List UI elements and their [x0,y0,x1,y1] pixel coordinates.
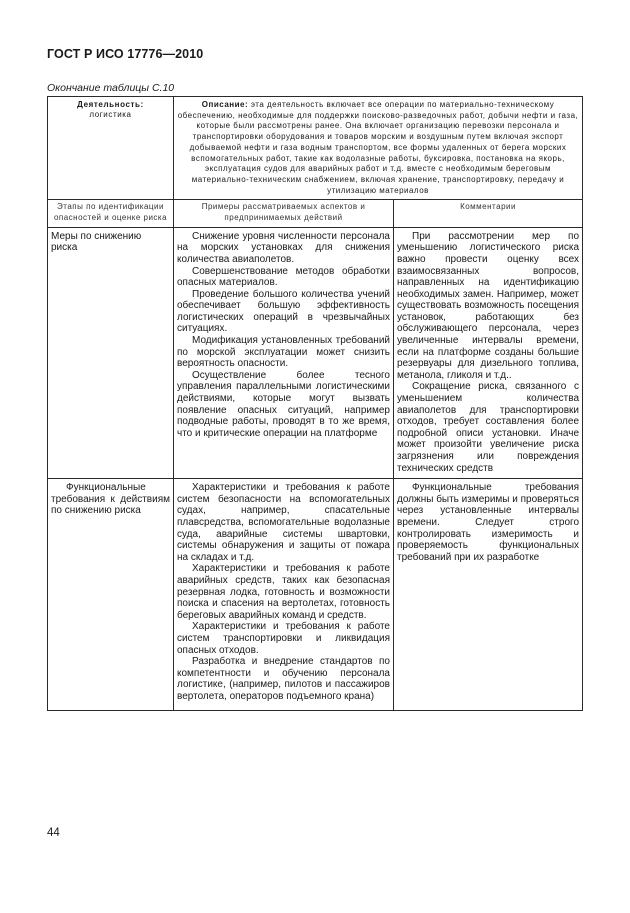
paragraph: Разработка и внедрение стандартов по компетентности и обучению персонала логистике, (например, пилотов и пассажиров вертолета, операторов подъемного крана) [177,656,390,702]
comments-cell [394,479,583,711]
paragraph: Снижение уровня численности персонала на морских установках для снижения количества авиаполетов. [177,230,390,265]
table-row [48,227,583,478]
activity-value: логистика [89,110,132,119]
comments-cell [394,227,583,478]
stage-cell [48,227,174,478]
paragraph: Модификация установленных требований по морской эксплуатации может снизить вероятность опасности. [177,335,390,370]
page-number: 44 [47,827,60,839]
activity-label: Деятельность: [77,100,144,109]
column-header-examples: Примеры рассматриваемых аспектов и предпринимаемых действий [174,200,394,227]
activity-row [48,97,583,200]
examples-cell [174,479,394,711]
paragraph: Проведение большого количества учений обеспечивает большую эффективность логистических операций в чрезвычайных ситуациях. [177,288,390,335]
paragraph: Совершенствование методов обработки опасных материалов. [177,265,390,289]
column-header-stage: Этапы по идентификации опасностей и оценке риска [48,200,174,227]
paragraph: Сокращение риска, связанного с уменьшением количества авиаполетов для транспортировки отходов, требует составления более подробной описи установки. Иначе может произойти увеличение риска загрязнения или повреждения технических средств [397,381,580,474]
table-c10 [47,96,583,711]
paragraph: Характеристики и требования к работе систем транспортировки и ликвидация опасных отходов. [177,621,390,656]
column-header-comments: Комментарии [394,200,583,227]
stage-text: Функциональные требования к действиям по снижению риска [51,482,170,517]
examples-cell [174,227,394,478]
stage-cell [48,479,174,711]
paragraph: Характеристики и требования к работе аварийных средств, таких как безопасная резервная лодка, готовность и возможности поиска и спасения на вертолетах, готовность береговых аварийных команд и средств. [177,563,390,621]
paragraph: Характеристики и требования к работе систем безопасности на вспомогательных судах, например, спасательные плавсредства, вспомогательные водолазные суда, аварийные системы швартовки, системы обнаружения и защиты от пожара на складах и т.д. [177,482,390,563]
table-caption: Окончание таблицы С.10 [47,82,175,94]
paragraph: Функциональные требования должны быть измеримы и проверяться через установленные интервалы времени. Следует строго контролировать измеримость и проверяемость функциональных требований при их разработке [397,482,580,563]
paragraph: Осуществление более тесного управления параллельными логистическими действиями, которые могут вызвать появление опасных ситуаций, например подводные работы, проводят в то же время, что и критические операции на платформе [177,369,390,439]
table-row [48,479,583,711]
activity-label-cell [48,97,174,200]
description-label: Описание: [201,100,249,109]
document-header: ГОСТ Р ИСО 17776—2010 [47,47,204,61]
activity-description-cell [174,97,583,200]
description-text: эта деятельность включает все операции по материально-техническому обеспечению, необходимые для поддержки поисково-разведочных работ, добычи нефти и газа, которые были рассмотрены ранее. Она включает организацию перевозки персонала и транспортировки оборудования и товаров морским и воздушным путем включая экспорт добываемой нефти и газа водным транспортом, все формы удаленных от берега морских вспомогательных работ, такие как водолазные работы, буксировка, постановка на якорь, эксплуатация судов для аварийных работ и т.д. вместе с необходимым береговым материально-техническим снабжением, включая хранение, транспортировку, передачу и утилизацию материалов [177,100,579,195]
column-header-row [48,200,583,227]
paragraph: При рассмотрении мер по уменьшению логистического риска важно провести оценку всех взаимосвязанных вопросов, направленных на идентификацию необходимых замен. Например, может существовать возможность посещения установок, работающих без обслуживающего персонала, через увеличенные интервалы времени, если на платформе созданы большие резервуары для дизельного топлива, метанола, гликоля и т.д.. [397,230,580,381]
stage-text: Меры по снижению риска [51,230,142,254]
